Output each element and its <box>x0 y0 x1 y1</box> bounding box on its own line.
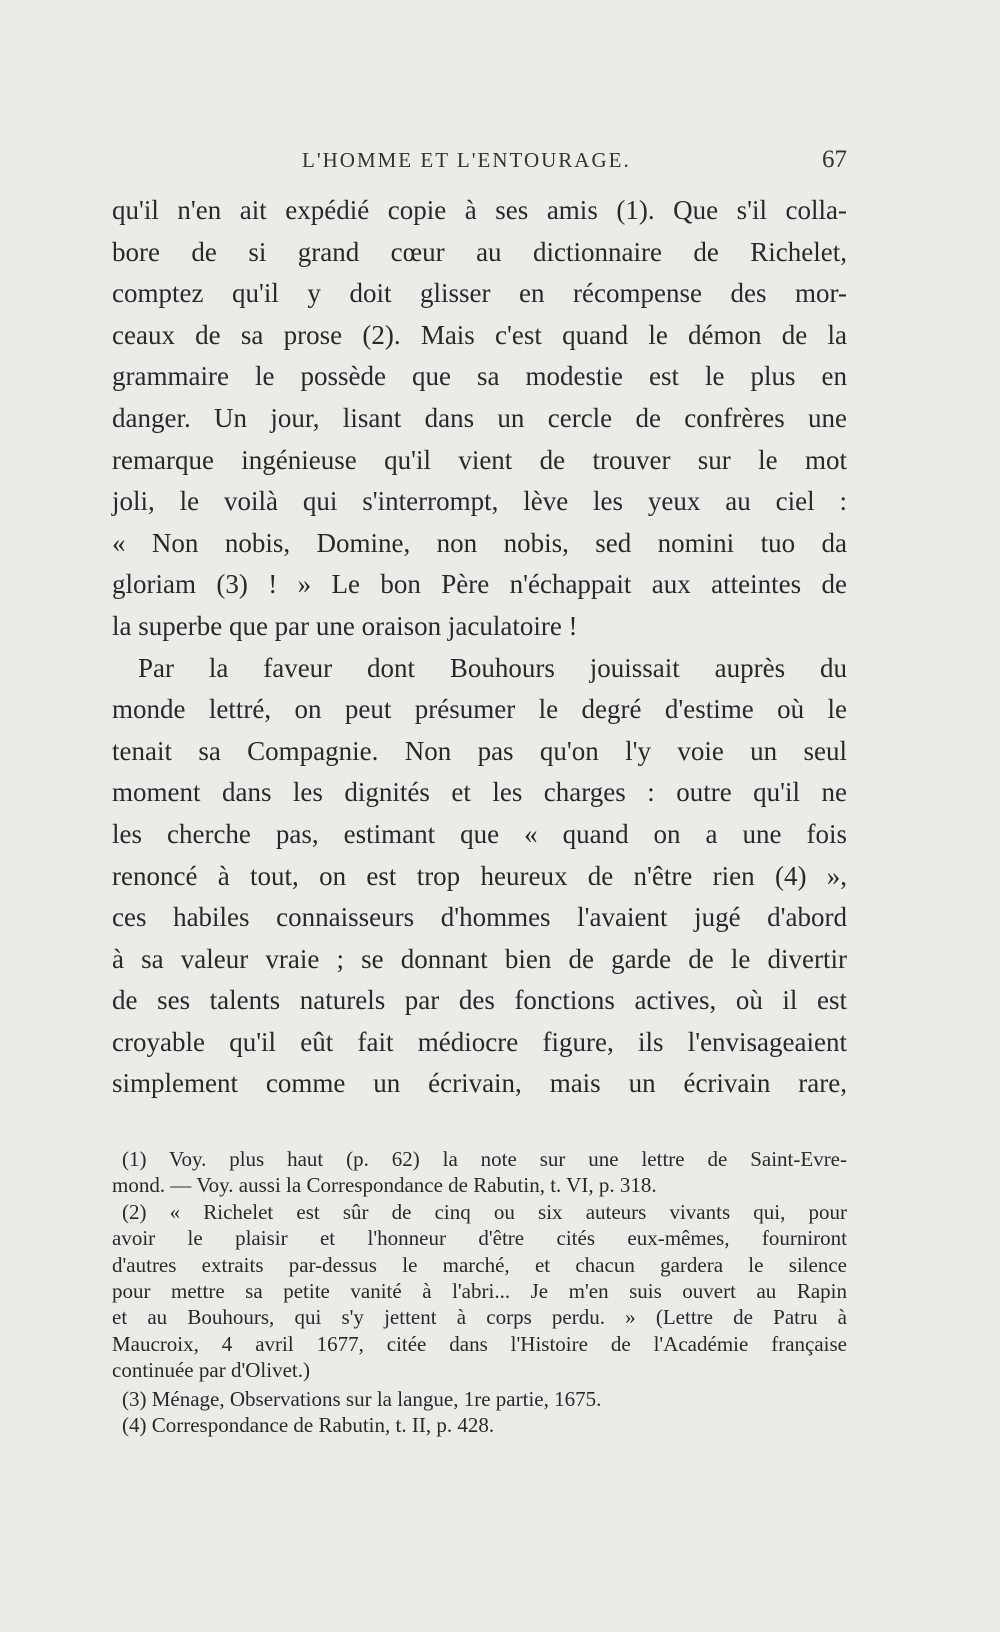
text-line: joli, le voilà qui s'interrompt, lève les yeux au ciel : <box>112 486 847 517</box>
text-line: simplement comme un écrivain, mais un écrivain rare, <box>112 1068 847 1099</box>
footnote-line: pour mettre sa petite vanité à l'abri... Je m'en suis ouvert au Rapin <box>112 1278 847 1303</box>
footnote-line: (3) Ménage, Observations sur la langue, 1re partie, 1675. <box>122 1386 602 1411</box>
text-line: tenait sa Compagnie. Non pas qu'on l'y voie un seul <box>112 735 847 766</box>
text-line: « Non nobis, Domine, non nobis, sed nomini tuo da <box>112 527 847 558</box>
text-line: ces habiles connaisseurs d'hommes l'avaient jugé d'abord <box>112 902 847 933</box>
page-number: 67 <box>822 146 847 173</box>
text-line: à sa valeur vraie ; se donnant bien de garde de le divertir <box>112 943 847 974</box>
main-text <box>112 190 847 1105</box>
text-line: remarque ingénieuse qu'il vient de trouver sur le mot <box>112 444 847 475</box>
text-line: renoncé à tout, on est trop heureux de n'être rien (4) », <box>112 860 847 891</box>
footnote-line: avoir le plaisir et l'honneur d'être cités eux-mêmes, fourniront <box>112 1226 847 1251</box>
text-line: Par la faveur dont Bouhours jouissait auprès du <box>138 652 847 683</box>
text-line: ceaux de sa prose (2). Mais c'est quand le démon de la <box>112 319 847 350</box>
page-header <box>112 148 847 182</box>
text-line: grammaire le possède que sa modestie est le plus en <box>112 361 847 392</box>
footnotes <box>112 1146 847 1438</box>
footnote-line: mond. — Voy. aussi la Correspondance de Rabutin, t. VI, p. 318. <box>112 1173 657 1198</box>
text-line: monde lettré, on peut présumer le degré d'estime où le <box>112 694 847 725</box>
text-line: comptez qu'il y doit glisser en récompense des mor- <box>112 278 847 309</box>
running-head: L'HOMME ET L'ENTOURAGE. <box>302 148 631 172</box>
footnote-line: (1) Voy. plus haut (p. 62) la note sur une lettre de Saint-Evre- <box>122 1147 847 1171</box>
text-line: les cherche pas, estimant que « quand on a une fois <box>112 818 847 849</box>
text-line: gloriam (3) ! » Le bon Père n'échappait aux atteintes de <box>112 569 847 600</box>
text-line: bore de si grand cœur au dictionnaire de Richelet, <box>112 236 847 267</box>
text-line: danger. Un jour, lisant dans un cercle de confrères une <box>112 402 847 433</box>
footnote-line: (4) Correspondance de Rabutin, t. II, p. 428. <box>122 1412 495 1437</box>
text-line: de ses talents naturels par des fonctions actives, où il est <box>112 985 847 1016</box>
footnote-line: continuée par d'Olivet.) <box>112 1358 310 1383</box>
footnote-line: et au Bouhours, qui s'y jettent à corps perdu. » (Lettre de Patru à <box>112 1305 847 1330</box>
text-line: qu'il n'en ait expédié copie à ses amis (1). Que s'il colla- <box>112 195 847 225</box>
text-line: moment dans les dignités et les charges : outre qu'il ne <box>112 777 847 808</box>
footnote-line: (2) « Richelet est sûr de cinq ou six auteurs vivants qui, pour <box>122 1199 847 1224</box>
footnote-line: Maucroix, 4 avril 1677, citée dans l'Histoire de l'Académie française <box>112 1331 847 1356</box>
text-line: croyable qu'il eût fait médiocre figure, ils l'envisageaient <box>112 1026 847 1057</box>
text-line: la superbe que par une oraison jaculatoire ! <box>112 610 578 641</box>
footnote-line: d'autres extraits par-dessus le marché, et chacun gardera le silence <box>112 1252 847 1277</box>
